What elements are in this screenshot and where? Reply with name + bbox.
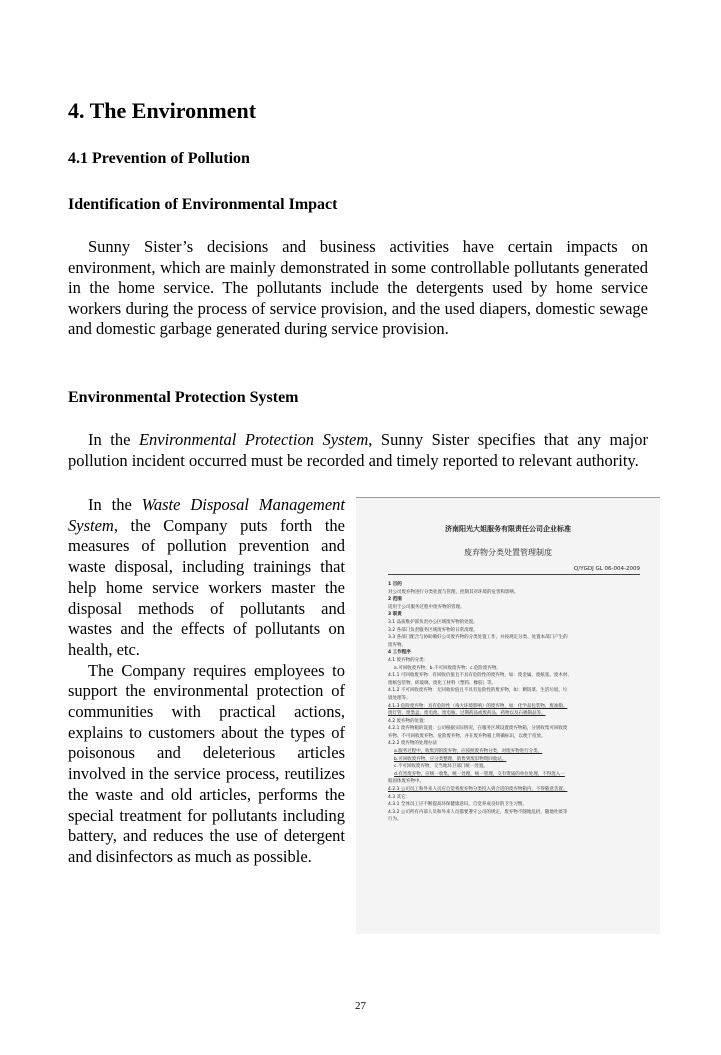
doc-line: 4.3 其它： (388, 794, 411, 800)
doc-code: Q/YGDJ GL 06-004-2009 (388, 566, 640, 575)
protection-paragraph: In the Environmental Protection System, Sunny Sister specifies that any major pollution incident occurred must be recorded and timely reported to relevant authority. (68, 430, 649, 470)
doc-line: 弃物、不可回收废弃物、危险废弃物，并在废弃物箱上明确标识，以便于投放。 (388, 733, 546, 739)
doc-line: 3 职责 (388, 612, 402, 618)
doc-line: 般固体废弃物中。 (388, 779, 424, 785)
impact-paragraph: Sunny Sister’s decisions and business activities have certain impacts on environment, which are mainly demonstrated in some controllable pollutants generated in the home service. The pollutants include the detergents used by home service workers during the process of service provision, and the used diapers, domestic sewage and domestic garbage generated during service provision. (68, 237, 648, 338)
text-column (68, 495, 345, 868)
waste-disposal-paragraph: In the Waste Disposal Management System, the Company puts forth the measures of pollution prevention and waste disposal, including trainings that help home service workers master the disposal methods of pollutants and wastes and the effects of pollutants on health, etc. (68, 495, 345, 659)
subsection-title-protection: Environmental Protection System (68, 389, 299, 406)
doc-line: b.可回收废弃物，应分类整理，销售到废旧物资回收站。 (394, 756, 507, 762)
doc-line: a.服务过程中，收集到的废弃物，应按照废弃物分类，对废弃物进行分类。 (394, 749, 543, 755)
doc-line: 圾处理等。 (388, 695, 411, 701)
doc-company-name: 济南阳光大姐服务有限责任公司企业标准 (445, 525, 571, 533)
doc-body (388, 581, 640, 824)
community-paragraph: The Company requires employees to support the environmental protection of communities with practical actions, explains to customers about the types of poisonous and deleterious articles involved in the service process, reutilizes the waste and old articles, performs the special treatment for pollutants including battery, and reduces the use of detergent and disinfectors as much as possible. (68, 660, 345, 866)
doc-line: 4.1.2 不可回收废弃物：无回收价值且不具有危险性的废弃物，如：剩饭菜、生活垃圾、垃 (388, 688, 568, 694)
regulation-document-image (356, 497, 660, 934)
doc-line: 1 目的 (388, 582, 402, 587)
doc-line: 4 工作程序 (388, 650, 411, 656)
doc-line: 4.1.3 危险废弃物：具有危险性（毒大环境影响）的废弃物，如：化学品包装物、废油脂、 (388, 703, 568, 709)
page-number: 27 (355, 1000, 366, 1012)
doc-line: 4.3.2 公司所有内部人员和外来人员都要遵守公司的规定，废弃物不随地乱扔，随地吐痰等 (388, 809, 568, 815)
chapter-title: 4. The Environment (68, 98, 257, 123)
doc-title: 废弃物分类处置管理制度 (464, 548, 552, 557)
section-title: 4.1 Prevention of Pollution (68, 150, 250, 167)
doc-line: 行为。 (388, 817, 402, 823)
doc-line: 4.2 废弃物的处置： (388, 718, 429, 724)
doc-line: 4.2.2 废弃物的处理办法 (388, 741, 437, 747)
doc-line: c.不可回收废弃物，交当地环卫部门统一处置。 (394, 764, 488, 770)
doc-line: 3.2 各部门负责服务区域废弃物的日常清理。 (388, 627, 478, 633)
doc-line: 4.3.1 全体员工应不断提高环保健康意识，自觉养成良好的卫生习惯。 (388, 802, 527, 808)
doc-line: d.有害废弃物，应统一收集，统一处理，统一管理，交有资质的单位处理，不得混入一 (394, 771, 565, 777)
doc-line: 废灯管、废墨盒、废电池、废电瓶、过期药品或废药品、药物以及石棉制品等。 (388, 711, 546, 717)
doc-line: 4.2.1 废弃物箱的设置：公司根据实际情况，在服务区域设置废弃物箱，分别收集可回收废 (388, 726, 568, 732)
doc-line: a.可回收废弃物；b.不可回收废弃物；c.危险废弃物。 (394, 665, 501, 671)
doc-line: 废弃物。 (388, 642, 406, 648)
doc-line: 3.3 各部门配合与协助做好公司废弃物的分类处置工作，并按规定分类、处置本部门产生的 (388, 635, 568, 641)
doc-line: 2 范围 (388, 597, 402, 603)
doc-line: 4.2.3 公司员工和外来人员应自觉将废弃物分类投入到合适的废弃物箱内，不得随意丢置。 (388, 787, 568, 793)
doc-line: 废纸包装物、碎玻璃、废化工材料（塑料、橡胶）等。 (388, 680, 496, 686)
doc-line: 3.1 品质维护部负责办公区域废弃物的处置。 (388, 619, 478, 625)
doc-line: 对公司废弃物进行分类处置与管理，控制其对环境的危害和影响。 (388, 589, 519, 595)
doc-line: 适用于公司服务过程中废弃物的管理。 (388, 604, 465, 610)
doc-line: 4.1.1 可回收废弃物：有回收价值且不具有危险性的废弃物，如：废金属、废纸张、废木材、 (388, 673, 572, 679)
subsection-title-impact: Identification of Environmental Impact (68, 196, 338, 213)
doc-line: 4.1 废弃物的分类： (388, 657, 429, 663)
